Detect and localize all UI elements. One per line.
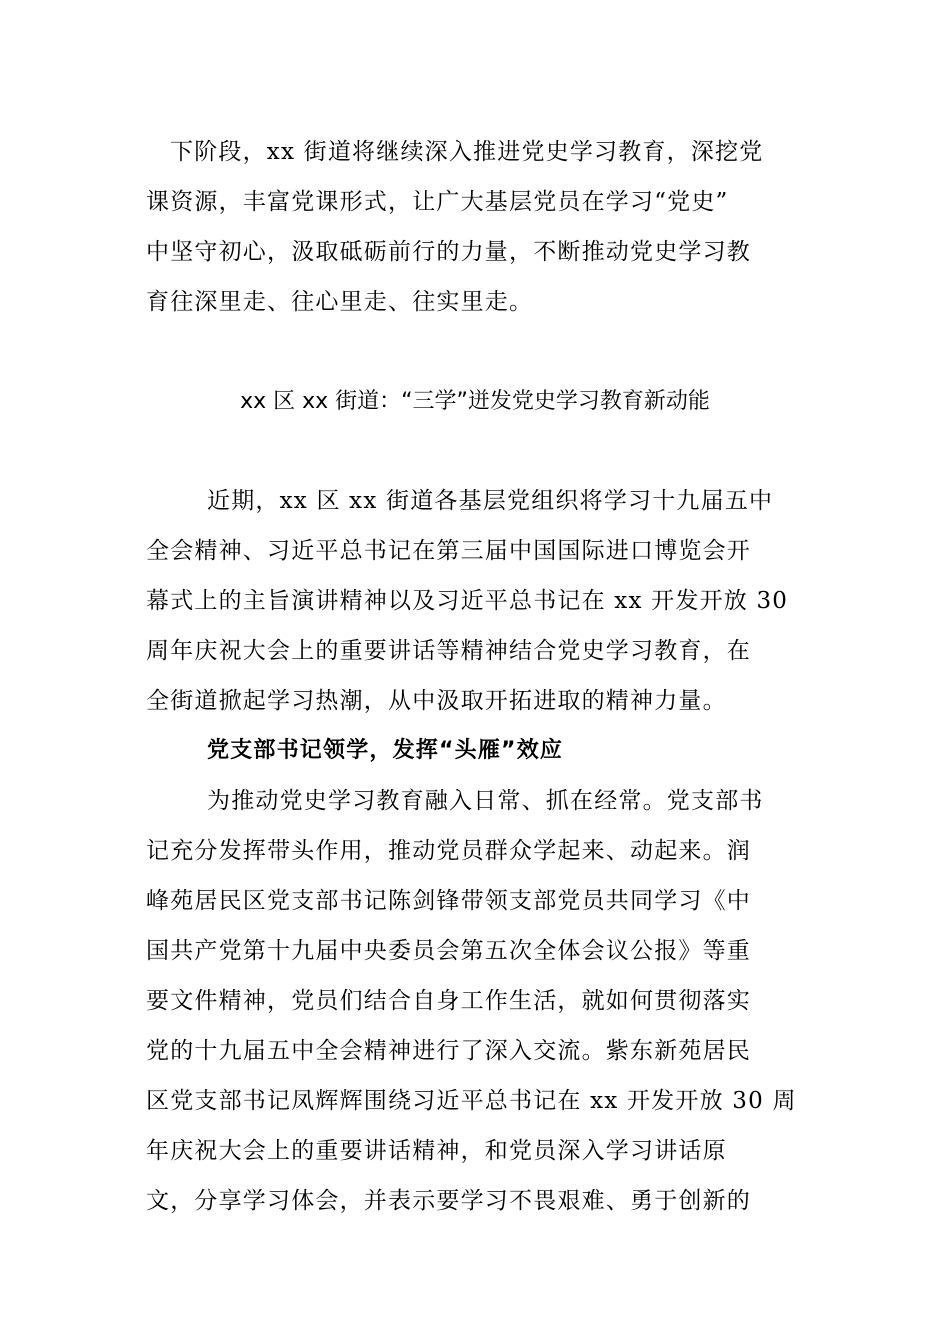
- paragraph-3-line: 区党支部书记凤辉辉围绕习近平总书记在 xx 开发开放 30 周: [146, 1088, 797, 1114]
- paragraph-3-line: 峰苑居民区党支部书记陈剑锋带领支部党员共同学习《中: [146, 888, 751, 914]
- paragraph-3-line: 党的十九届五中全会精神进行了深入交流。紫东新苑居民: [146, 1038, 751, 1064]
- paragraph-2-line: 幕式上的主旨演讲精神以及习近平总书记在 xx 开发开放 30: [146, 588, 789, 614]
- paragraph-3-line: 文，分享学习体会，并表示要学习不畏艰难、勇于创新的: [146, 1188, 751, 1214]
- paragraph-1-line: 课资源，丰富党课形式，让广大基层党员在学习“党史”: [146, 189, 729, 215]
- section-subheading: 党支部书记领学，发挥“头雁”效应: [207, 738, 564, 763]
- paragraph-3-line: 国共产党第十九届中央委员会第五次全体会议公报》等重: [146, 938, 751, 964]
- paragraph-1-line: 下阶段，xx 街道将继续深入推进党史学习教育，深挖党: [170, 139, 764, 165]
- paragraph-2-line: 周年庆祝大会上的重要讲话等精神结合党史学习教育，在: [146, 638, 751, 664]
- paragraph-2-line: 全会精神、习近平总书记在第三届中国国际进口博览会开: [146, 538, 751, 564]
- paragraph-3-line: 要文件精神，党员们结合自身工作生活，就如何贯彻落实: [146, 988, 751, 1014]
- paragraph-3-line: 为推动党史学习教育融入日常、抓在经常。党支部书: [207, 788, 764, 814]
- paragraph-2-line: 近期，xx 区 xx 街道各基层党组织将学习十九届五中: [207, 488, 774, 514]
- paragraph-3-line: 记充分发挥带头作用，推动党员群众学起来、动起来。润: [146, 838, 751, 864]
- paragraph-3-line: 年庆祝大会上的重要讲话精神，和党员深入学习讲话原: [146, 1138, 727, 1164]
- paragraph-2-line: 全街道掀起学习热潮，从中汲取开拓进取的精神力量。: [146, 688, 727, 714]
- article-title: xx 区 xx 街道：“三学”迸发党史学习教育新动能: [240, 389, 710, 414]
- paragraph-1-line: 中坚守初心，汲取砥砺前行的力量，不断推动党史学习教: [146, 239, 751, 265]
- paragraph-1-line: 育往深里走、往心里走、往实里走。: [146, 289, 534, 315]
